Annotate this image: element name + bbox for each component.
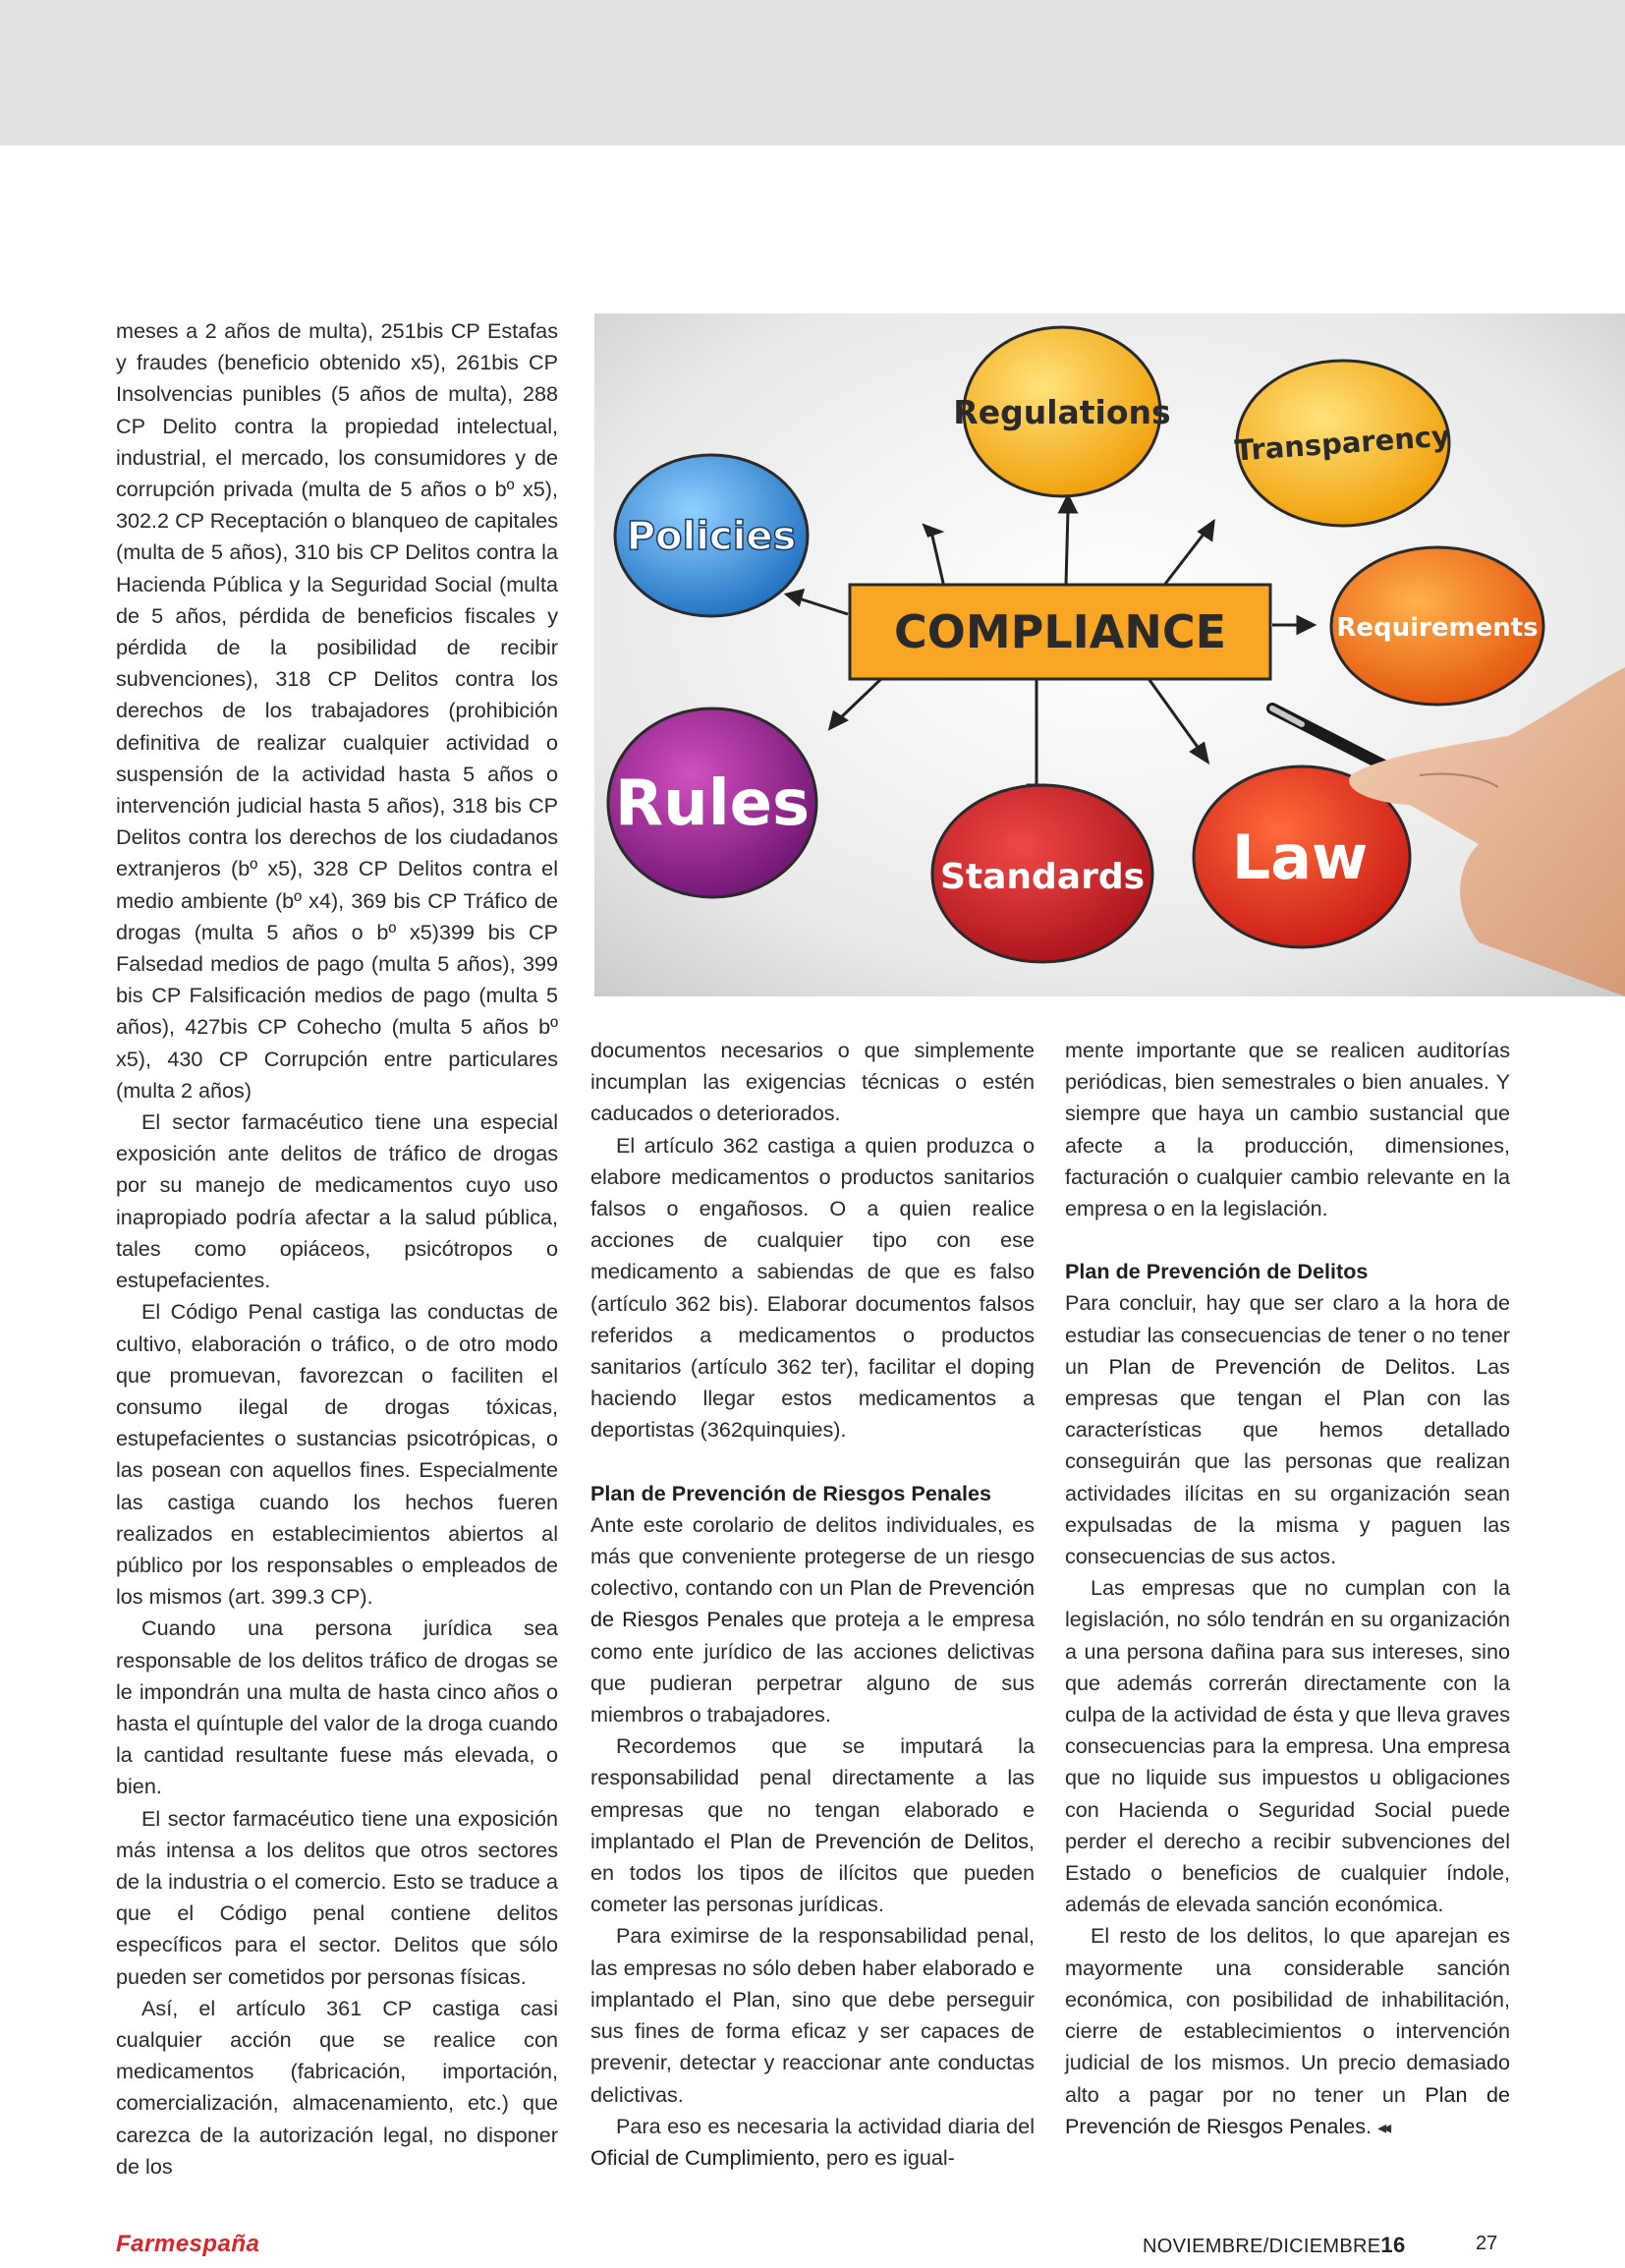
paragraph: El artículo 362 castiga a quien produzca o elabore medicamentos o productos sanitarios falsos o engañosos. O a quien realice acciones de cualquier tipo con ese medicamento a sabiendas de que es falso (artículo 362 bis). Elaborar documentos falsos referidos a medicamentos o productos sanitarios (artículo 362 ter), facilitar el doping haciendo llegar estos medicamentos a deportistas (362quinquies). [590, 1132, 1035, 1443]
end-of-article-icon: ◂◂ [1377, 2117, 1388, 2137]
label: Requirements [1336, 613, 1539, 643]
bubble-transparency [1234, 361, 1451, 526]
paragraph: Para eso es necesaria la actividad diaria del Oficial de Cumplimiento, pero es igual- [590, 2113, 1035, 2170]
bubble-standards [932, 785, 1152, 962]
section-heading: Plan de Prevención de Delitos [1065, 1259, 1369, 1284]
label: Law [1231, 822, 1369, 893]
bubble-policies [615, 455, 808, 616]
compliance-box [850, 585, 1270, 679]
label: Transparency [1233, 419, 1451, 468]
paragraph: Ante este corolario de delitos individuales, es más que conveniente protegerse de un riesgo colectivo, contando con un Plan de Prevención de Riesgos Penales que proteja a le empresa como ente jurídico de las acciones delictivas que pudieran perpetrar alguno de sus miembros o trabajadores. [590, 1511, 1035, 1728]
publication-logo: Farmespaña [116, 2231, 260, 2257]
label: Regulations [953, 393, 1171, 431]
paragraph: El resto de los delitos, lo que aparejan es mayormente una considerable sanción económica, con posibilidad de inhabilitación, cierre de establecimientos o intervención judicial de los mismos. Un precio demasiado alto a pagar por no tener un Plan de Prevención de Riesgos Penales. ◂◂ [1065, 1923, 1510, 2138]
top-header-band [0, 0, 1625, 145]
label: Rules [614, 767, 811, 840]
paragraph: meses a 2 años de multa), 251bis CP Estafas y fraudes (beneficio obtenido x5), 261bis CP Insolvencias punibles (5 años de multa), 288 CP Delito contra la propiedad intelectual, industrial, el mercado, los consumidores y de corrupción privada (multa de 5 años o bº x5), 302.2 CP Receptación o blanqueo de capitales (multa de 5 años), 310 bis CP Delitos contra la Hacienda Pública y la Seguridad Social (multa de 5 años, pérdida de beneficios fiscales y pérdida de la posibilidad de recibir subvenciones), 318 CP Delitos contra los derechos de los trabajadores (prohibición definitiva de realizar cualquier actividad o suspensión de la actividad hasta 5 años o intervención judicial hasta 5 años), 318 bis CP Delitos contra los derechos de los ciudadanos extranjeros (bº x5), 328 CP Delitos contra el medio ambiente (bº x4), 369 bis CP Tráfico de drogas (multa 5 años o bº x5)399 bis CP Falsedad medios de pago (multa 5 años), 399 bis CP Falsificación medios de pago (multa 5 años), 427bis CP Cohecho (multa 5 años bº x5), 430 CP Corrupción entre particulares (multa 2 años) [116, 318, 558, 1103]
bubble-requirements [1331, 547, 1543, 705]
label: COMPLIANCE [893, 605, 1227, 658]
article-column-2 [590, 1035, 1035, 2174]
label: Standards [939, 857, 1146, 897]
compliance-illustration [594, 313, 1625, 996]
paragraph: mente importante que se realicen auditorías periódicas, bien semestrales o bien anuales. Y siempre que haya un cambio sustancial que afecte a la producción, dimensiones, facturación o cualquier cambio relevante en la empresa o en la legislación. [1065, 1038, 1510, 1221]
label: Policies [626, 514, 797, 559]
paragraph: Recordemos que se imputará la responsabilidad penal directamente a las empresas que no tengan elaborado e implantado el Plan de Prevención de Delitos, en todos los tipos de ilícitos que pueden cometer las personas jurídicas. [590, 1733, 1035, 1917]
paragraph: Para concluir, hay que ser claro a la hora de estudiar las consecuencias de tener o no tener un Plan de Prevención de Delitos. Las empresas que tengan el Plan con las características que hemos detallado conseguirán que las personas que realizan actividades ilícitas en su organización sean expulsadas de la misma y paguen las consecuencias de sus actos. [1065, 1290, 1510, 1569]
paragraph: Para eximirse de la responsabilidad penal, las empresas no sólo deben haber elaborado e implantado el Plan, sino que debe perseguir sus fines de forma eficaz y ser capaces de prevenir, detectar y reaccionar ante conductas delictivas. [590, 1923, 1035, 2107]
section-heading: Plan de Prevención de Riesgos Penales [590, 1480, 992, 1505]
compliance-diagram-svg [594, 313, 1625, 996]
paragraph: Así, el artículo 361 CP castiga casi cualquier acción que se realice con medicamentos (fabricación, importación, comercialización, almacenamiento, etc.) que carezca de la autorización legal, no disponer de los [116, 1995, 558, 2179]
paragraph: Cuando una persona jurídica sea responsable de los delitos tráfico de drogas se le impondrán una multa de hasta cinco años o hasta el quíntuple del valor de la droga cuando la cantidad resultante fuese más elevada, o bien. [116, 1616, 558, 1799]
paragraph: El Código Penal castiga las conductas de cultivo, elaboración o tráfico, o de otro modo que promuevan, favorezcan o faciliten el consumo ilegal de drogas tóxicas, estupefacientes o sustancias psicotrópicas, o las posean con aquellos fines. Especialmente las castiga cuando los hechos fueren realizados en establecimientos abiertos al público por los responsables o empleados de los mismos (art. 399.3 CP). [116, 1299, 558, 1610]
article-column-1 [116, 315, 558, 2183]
page-number: 27 [1476, 2233, 1498, 2254]
paragraph: El sector farmacéutico tiene una especial exposición ante delitos de tráfico de drogas por su manejo de medicamentos cuyo uso inapropiado podría afectar a la salud pública, tales como opiáceos, psicótropos o estupefacientes. [116, 1109, 558, 1293]
article-column-3 [1065, 1035, 1510, 2143]
bubble-rules [608, 709, 816, 897]
issue-date: NOVIEMBRE/DICIEMBRE16 [1143, 2233, 1406, 2257]
paragraph: El sector farmacéutico tiene una exposición más intensa a los delitos que otros sectores de la industria o el comercio. Esto se traduce a que el Código penal contiene delitos específicos para el sector. Delitos que sólo pueden ser cometidos por personas físicas. [116, 1805, 558, 1989]
paragraph: Las empresas que no cumplan con la legislación, no sólo tendrán en su organización a una persona dañina para sus intereses, sino que además correrán directamente con la culpa de la actividad de ésta y que lleva graves consecuencias para la empresa. Una empresa que no liquide sus impuestos u obligaciones con Hacienda o Seguridad Social puede perder el derecho a recibir subvenciones del Estado o beneficios de cualquier índole, además de elevada sanción económica. [1065, 1575, 1510, 1917]
paragraph: documentos necesarios o que simplemente incumplan las exigencias técnicas o estén caducados o deteriorados. [590, 1038, 1035, 1126]
